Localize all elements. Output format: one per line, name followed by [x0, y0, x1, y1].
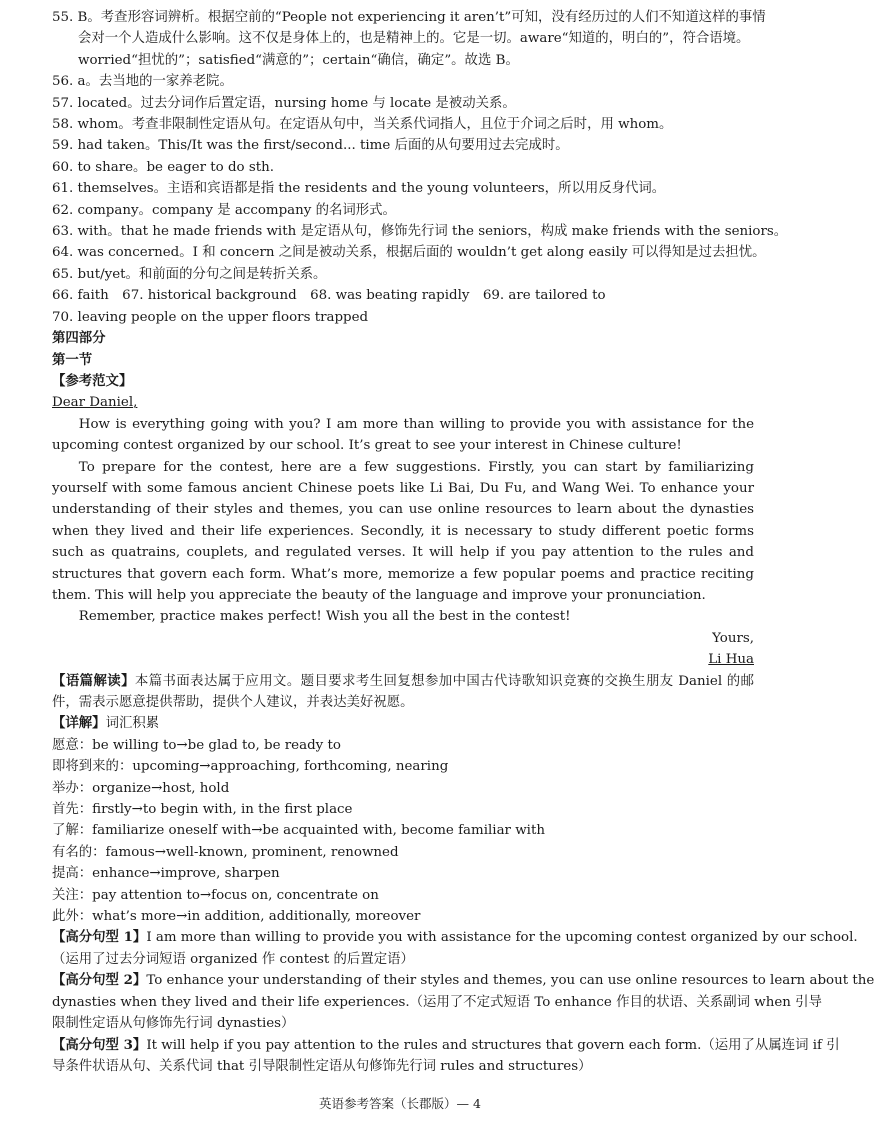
sentence-pattern-3-label: 【高分句型 3】	[52, 1036, 147, 1053]
part-four-title: 第四部分	[52, 330, 106, 347]
sentence-pattern-1-line-1: I am more than willing to provide you with assistance for the upcoming contest organized by our school.	[146, 930, 858, 946]
answer-70: 70. leaving people on the upper floors trapped	[52, 309, 369, 325]
letter-paragraph-2: To prepare for the contest, here are a few suggestions. Firstly, you can start by familiarizing yourself with some famous ancient Chinese poets like Li Bai, Du Fu, and Wang Wei. To enhance your understanding of their styles and themes, you can use online resources to learn about the dynasties when they lived and their life experiences. Secondly, it is necessary to study different poetic forms such as quatrains, couplets, and regulated verses. It will help if you pay attention to the rules and structures that govern each form. What’s more, memorize a few popular poems and practice reciting them. This will help you appreciate the beauty of the language and improve your pronunciation.	[52, 459, 754, 603]
sentence-pattern-1	[52, 927, 858, 970]
letter-paragraph-1: How is everything going with you? I am more than willing to provide you with assistance for the upcoming contest organized by our school. It’s great to see your interest in Chinese culture!	[52, 416, 754, 454]
answer-55-line-2: 会对一个人造成什么影响。这不仅是身体上的，也是精神上的。它是一切。aware“知道的，明白的”，符合语境。	[78, 31, 750, 47]
vocab-item: 首先：firstly→to begin with, in the first place	[52, 802, 353, 818]
letter-paragraph-3: Remember, practice makes perfect! Wish you all the best in the contest!	[78, 609, 571, 625]
answer-58: 58. whom。考查非限制性定语从句。在定语从句中，当关系代词指人，且位于介词之后时，用 whom。	[52, 117, 673, 133]
answer-56: 56. a。去当地的一家养老院。	[52, 74, 233, 90]
answer-59: 59. had taken。This/It was the first/second... time 后面的从句要用过去完成时。	[52, 138, 569, 154]
detail-label: 【详解】	[52, 715, 106, 732]
sentence-pattern-2-line-3: 限制性定语从句修饰先行词 dynasties）	[52, 1016, 295, 1032]
sentence-pattern-2-line-1: To enhance your understanding of their styles and themes, you can use online resources to learn about the	[146, 973, 874, 989]
sentence-pattern-3-line-1: It will help if you pay attention to the rules and structures that govern each form.（运用了从属连词 if 引	[146, 1037, 840, 1053]
sentence-pattern-2	[52, 970, 874, 1034]
answer-61: 61. themselves。主语和宾语都是指 the residents and the young volunteers，所以用反身代词。	[52, 181, 666, 197]
answer-65: 65. but/yet。和前面的分句之间是转折关系。	[52, 266, 327, 282]
answer-60: 60. to share。be eager to do sth.	[52, 159, 274, 175]
discourse-analysis-text: 本篇书面表达属于应用文。题目要求考生回复想参加中国古代诗歌知识竞赛的交换生朋友 Daniel 的邮件，需表示愿意提供帮助，提供个人建议，并表达美好祝愿。	[52, 673, 755, 710]
vocab-item: 关注：pay attention to→focus on, concentrate on	[52, 887, 379, 903]
letter-closing: Yours,	[712, 630, 754, 646]
vocab-item: 此外：what’s more→in addition, additionally, moreover	[52, 909, 421, 925]
letter-greeting: Dear Daniel,	[52, 395, 138, 411]
vocab-item: 即将到来的：upcoming→approaching, forthcoming, nearing	[52, 759, 449, 775]
answer-list	[52, 7, 788, 328]
discourse-analysis	[52, 671, 754, 714]
vocab-item: 有名的：famous→well-known, prominent, renowned	[52, 844, 399, 860]
sample-letter	[52, 392, 754, 670]
vocabulary-list	[52, 735, 754, 928]
discourse-analysis-label: 【语篇解读】	[52, 672, 135, 689]
answer-55-line-1: 55. B。考查形容词辨析。根据空前的“People not experiencing it aren’t”可知，没有经历过的人们不知道这样的事情	[52, 10, 766, 25]
sentence-pattern-1-label: 【高分句型 1】	[52, 929, 147, 946]
sentence-pattern-3	[52, 1035, 840, 1078]
sentence-pattern-3-line-2: 导条件状语从句、关系代词 that 引导限制性定语从句修饰先行词 rules and structures）	[52, 1058, 592, 1074]
vocab-item: 了解：familiarize oneself with→be acquainted with, become familiar with	[52, 823, 545, 839]
answer-63: 63. with。that he made friends with 是定语从句，修饰先行词 the seniors，构成 make friends with the seniors。	[52, 224, 788, 240]
vocab-item: 提高：enhance→improve, sharpen	[52, 866, 280, 882]
sentence-pattern-2-line-2: dynasties when they lived and their life experiences.（运用了不定式短语 To enhance 作目的状语、关系副词 when 引导	[52, 994, 822, 1010]
detail-heading	[52, 713, 754, 734]
detail-title: 词汇积累	[105, 716, 160, 732]
sentence-pattern-1-line-2: （运用了过去分词短语 organized 作 contest 的后置定语）	[52, 951, 414, 967]
vocab-item: 举办：organize→host, hold	[52, 780, 230, 796]
page-footer: 英语参考答案（长郡版）— 4	[319, 1096, 481, 1111]
answer-64: 64. was concerned。I 和 concern 之间是被动关系，根据后面的 wouldn’t get along easily 可以得知是过去担忧。	[52, 245, 766, 261]
letter-signature: Li Hua	[708, 652, 754, 668]
section-one-title: 第一节	[52, 351, 93, 368]
vocab-item: 愿意：be willing to→be glad to, be ready to	[52, 737, 341, 753]
answer-66-69: 66. faith 67. historical background 68. was beating rapidly 69. are tailored to	[52, 288, 606, 304]
answer-57: 57. located。过去分词作后置定语，nursing home 与 locate 是被动关系。	[52, 95, 516, 111]
sample-essay-label: 【参考范文】	[52, 372, 133, 389]
answer-62: 62. company。company 是 accompany 的名词形式。	[52, 202, 396, 218]
answer-55-line-3: worried“担忧的”；satisfied“满意的”；certain“确信，确定”。故选 B。	[78, 52, 519, 68]
sentence-pattern-2-label: 【高分句型 2】	[52, 972, 147, 989]
